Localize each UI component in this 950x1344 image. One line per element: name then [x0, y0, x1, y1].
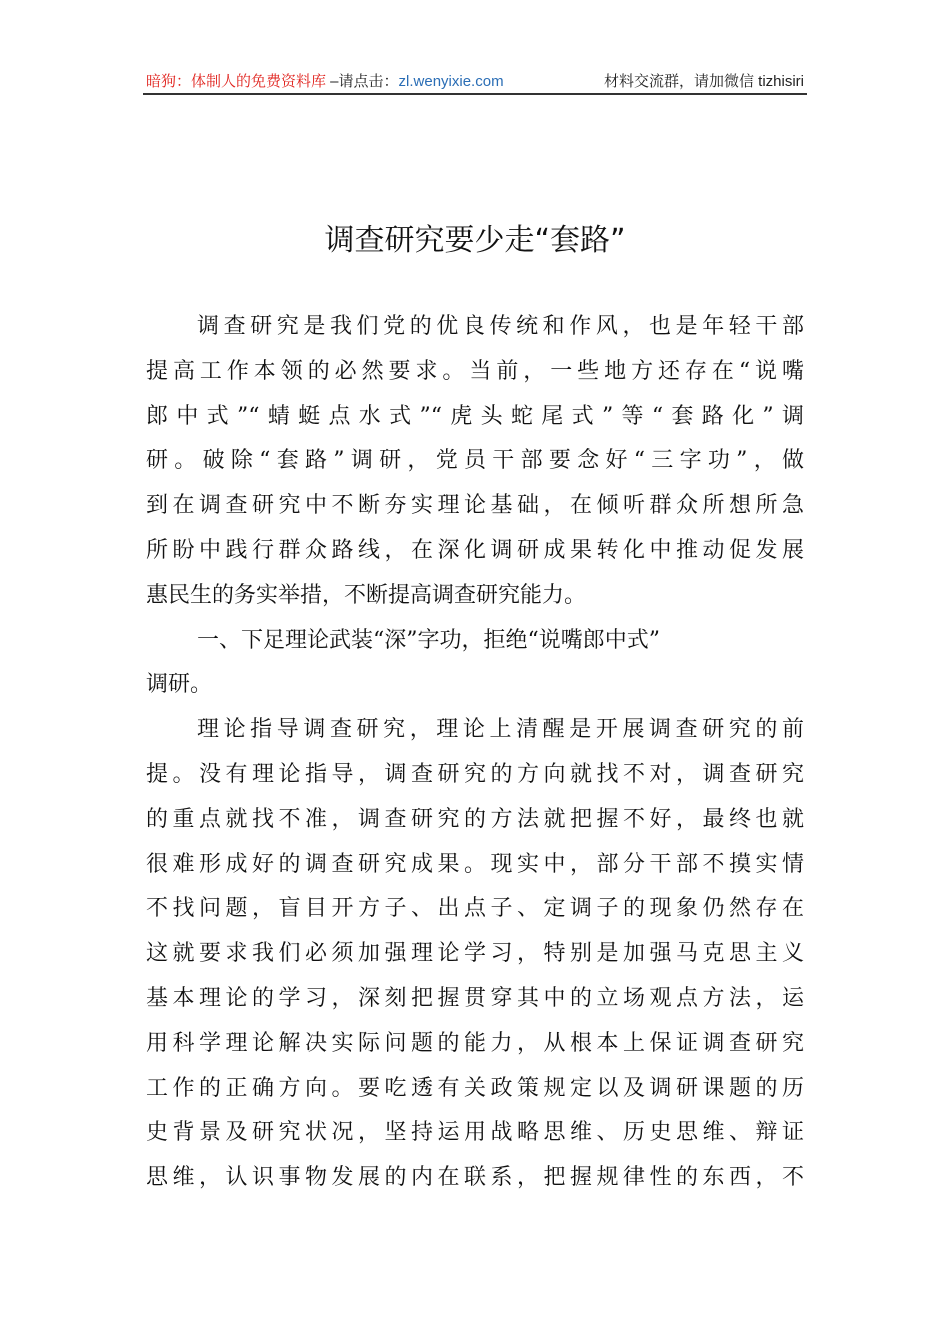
section-heading-cont: 调研。 — [146, 672, 213, 698]
document-title: 调查研究要少走“套路” — [324, 223, 626, 258]
body-line: 所盼中践行群众路线，在深化调研成果转化中推动促发展 — [146, 537, 804, 563]
body-line: 不找问题，盲目开方子、出点子、定调子的现象仍然存在 — [146, 896, 804, 922]
body-line: 用科学理论解决实际问题的能力，从根本上保证调查研究 — [146, 1030, 804, 1056]
body-line: 提高工作本领的必然要求。当前，一些地方还存在“说嘴 — [146, 358, 804, 384]
body-line: 提。没有理论指导，调查研究的方向就找不对，调查研究 — [146, 761, 804, 787]
body-line: 很难形成好的调查研究成果。现实中，部分干部不摸实情 — [146, 851, 804, 877]
body-line: 郎中式”“蜻蜓点水式”“虎头蛇尾式”等“套路化”调 — [146, 403, 804, 429]
body-line: 调查研究是我们党的优良传统和作风，也是年轻干部 — [197, 314, 804, 339]
body-line: 惠民生的务实举措，不断提高调查研究能力。 — [146, 582, 587, 608]
body-line: 的重点就找不准，调查研究的方法就把握不好，最终也就 — [146, 806, 804, 832]
body-line: 这就要求我们必须加强理论学习，特别是加强马克思主义 — [146, 941, 804, 967]
body-line: 工作的正确方向。要吃透有关政策规定以及调研课题的历 — [146, 1075, 804, 1101]
body-line: 史背景及研究状况，坚持运用战略思维、历史思维、辩证 — [146, 1120, 804, 1146]
body-line: 理论指导调查研究，理论上清醒是开展调查研究的前 — [197, 717, 804, 743]
document-body — [146, 305, 804, 1201]
header-click-prompt: –请点击： — [326, 73, 399, 90]
body-line: 研。破除“套路”调研，党员干部要念好“三字功”，做 — [146, 448, 804, 474]
header-promo: 暗狗：体制人的免费资料库 — [146, 73, 327, 90]
body-line: 到在调查研究中不断夯实理论基础，在倾听群众所想所急 — [146, 493, 804, 519]
header-wechat-note: 材料交流群，请加微信 tizhisiri — [603, 73, 804, 90]
section-heading: 一、下足理论武装“深”字功，拒绝“说嘴郎中式” — [197, 627, 660, 653]
body-line: 基本理论的学习，深刻把握贯穿其中的立场观点方法，运 — [146, 985, 804, 1011]
page-header — [146, 70, 804, 92]
header-link[interactable]: zl.wenyixie.com — [398, 73, 504, 90]
header-divider — [143, 93, 807, 95]
body-line: 思维，认识事物发展的内在联系，把握规律性的东西，不 — [146, 1165, 804, 1191]
